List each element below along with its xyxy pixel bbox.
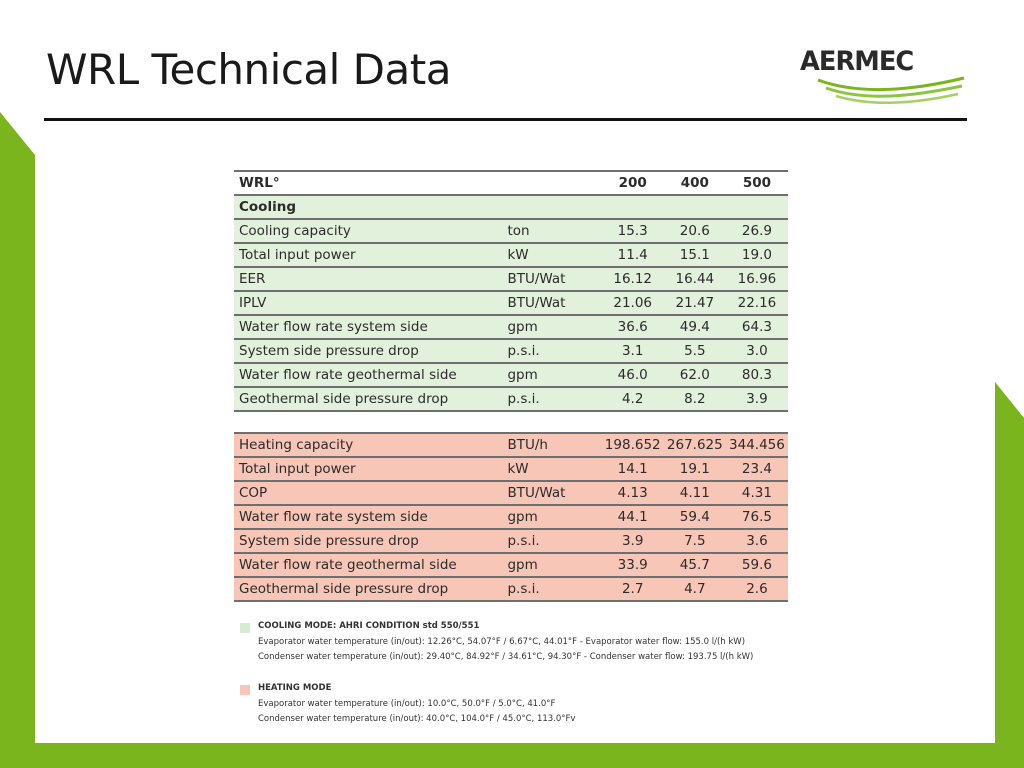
row-unit: ton [497,219,601,243]
row-label: COP [234,481,497,505]
row-label: System side pressure drop [234,529,497,553]
row-label: Water flow rate system side [234,315,497,339]
cooling-note-line: Evaporator water temperature (in/out): 12.26°C, 54.07°F / 6.67°C, 44.01°F - Evaporator water flow: 155.0 l/(h kW) [258,637,746,647]
row-value-400: 267.625 [664,433,726,457]
row-value-200: 198.652 [602,433,664,457]
table-row [234,457,788,481]
table-row [234,433,788,457]
cooling-legend-swatch [240,623,250,633]
row-value-400: 19.1 [664,457,726,481]
left-green-band [0,112,35,743]
row-value-500: 3.9 [726,387,788,411]
cooling-note-line: Condenser water temperature (in/out): 29.40°C, 84.92°F / 34.61°C, 94.30°F - Condenser water flow: 193.75 l/(h kW) [258,652,754,662]
table-row [234,291,788,315]
row-value-500: 26.9 [726,219,788,243]
row-label: EER [234,267,497,291]
row-value-200: 15.3 [602,219,664,243]
row-unit: kW [497,243,601,267]
row-label: Heating capacity [234,433,497,457]
row-value-200: 11.4 [602,243,664,267]
table-row [234,363,788,387]
row-value-500: 23.4 [726,457,788,481]
row-unit: kW [497,457,601,481]
row-value-200: 3.1 [602,339,664,363]
table-row [234,505,788,529]
row-value-200: 3.9 [602,529,664,553]
row-unit: p.s.i. [497,387,601,411]
aermec-logo [796,44,966,108]
row-value-500: 22.16 [726,291,788,315]
heating-note-line: Evaporator water temperature (in/out): 10.0°C, 50.0°F / 5.0°C, 41.0°F [258,699,556,709]
bottom-green-band [0,743,1024,768]
row-value-400: 20.6 [664,219,726,243]
table-row [234,243,788,267]
row-value-400: 16.44 [664,267,726,291]
row-value-200: 2.7 [602,577,664,601]
heating-note-title: HEATING MODE [258,683,332,693]
row-unit: p.s.i. [497,529,601,553]
row-value-500: 2.6 [726,577,788,601]
row-value-500: 344.456 [726,433,788,457]
row-unit: BTU/Wat [497,291,601,315]
row-value-400: 49.4 [664,315,726,339]
table-row [234,219,788,243]
row-value-500: 16.96 [726,267,788,291]
row-unit: BTU/h [497,433,601,457]
heating-note-line: Condenser water temperature (in/out): 40.0°C, 104.0°F / 45.0°C, 113.0°Fv [258,714,576,724]
row-label: Total input power [234,243,497,267]
row-value-400: 8.2 [664,387,726,411]
row-label: Geothermal side pressure drop [234,577,497,601]
title-divider [44,118,967,121]
cooling-note-title: COOLING MODE: AHRI CONDITION std 550/551 [258,621,480,631]
logo-swoosh-icon [796,74,966,108]
row-value-400: 4.7 [664,577,726,601]
row-label: Geothermal side pressure drop [234,387,497,411]
row-value-400: 59.4 [664,505,726,529]
header-col-200: 200 [602,171,664,195]
row-value-200: 44.1 [602,505,664,529]
row-value-500: 19.0 [726,243,788,267]
header-model-label: WRL° [234,171,497,195]
table-row [234,315,788,339]
heating-legend-swatch [240,685,250,695]
row-label: Water flow rate geothermal side [234,363,497,387]
row-value-500: 3.6 [726,529,788,553]
table-row [234,553,788,577]
row-value-500: 4.31 [726,481,788,505]
row-value-200: 46.0 [602,363,664,387]
row-value-500: 64.3 [726,315,788,339]
header-col-400: 400 [664,171,726,195]
row-label: System side pressure drop [234,339,497,363]
row-value-200: 4.13 [602,481,664,505]
table-row [234,481,788,505]
row-unit: gpm [497,315,601,339]
row-value-500: 3.0 [726,339,788,363]
technical-data-table [234,170,788,602]
row-value-400: 15.1 [664,243,726,267]
row-label: Cooling capacity [234,219,497,243]
header-col-500: 500 [726,171,788,195]
row-label: Water flow rate geothermal side [234,553,497,577]
row-value-400: 62.0 [664,363,726,387]
table-row [234,339,788,363]
cooling-section-label: Cooling [234,195,497,219]
cooling-section-row [234,195,788,219]
row-value-200: 4.2 [602,387,664,411]
slide-title: WRL Technical Data [46,45,451,94]
row-unit: gpm [497,505,601,529]
row-value-400: 21.47 [664,291,726,315]
row-value-400: 5.5 [664,339,726,363]
row-label: Total input power [234,457,497,481]
row-value-400: 4.11 [664,481,726,505]
row-unit: gpm [497,363,601,387]
row-unit: BTU/Wat [497,267,601,291]
row-unit: BTU/Wat [497,481,601,505]
table-row [234,529,788,553]
header-unit-cell [497,171,601,195]
row-value-200: 36.6 [602,315,664,339]
row-value-500: 59.6 [726,553,788,577]
row-unit: gpm [497,553,601,577]
row-value-400: 7.5 [664,529,726,553]
table-row [234,267,788,291]
logo-wordmark: AERMEC [800,46,914,77]
row-value-500: 80.3 [726,363,788,387]
row-label: Water flow rate system side [234,505,497,529]
row-value-500: 76.5 [726,505,788,529]
row-unit: p.s.i. [497,339,601,363]
row-value-200: 14.1 [602,457,664,481]
table-header-row [234,171,788,195]
table-row [234,577,788,601]
right-green-band [995,382,1024,743]
section-spacer [234,411,788,433]
row-label: IPLV [234,291,497,315]
row-value-200: 33.9 [602,553,664,577]
row-unit: p.s.i. [497,577,601,601]
row-value-400: 45.7 [664,553,726,577]
row-value-200: 21.06 [602,291,664,315]
table-row [234,387,788,411]
row-value-200: 16.12 [602,267,664,291]
